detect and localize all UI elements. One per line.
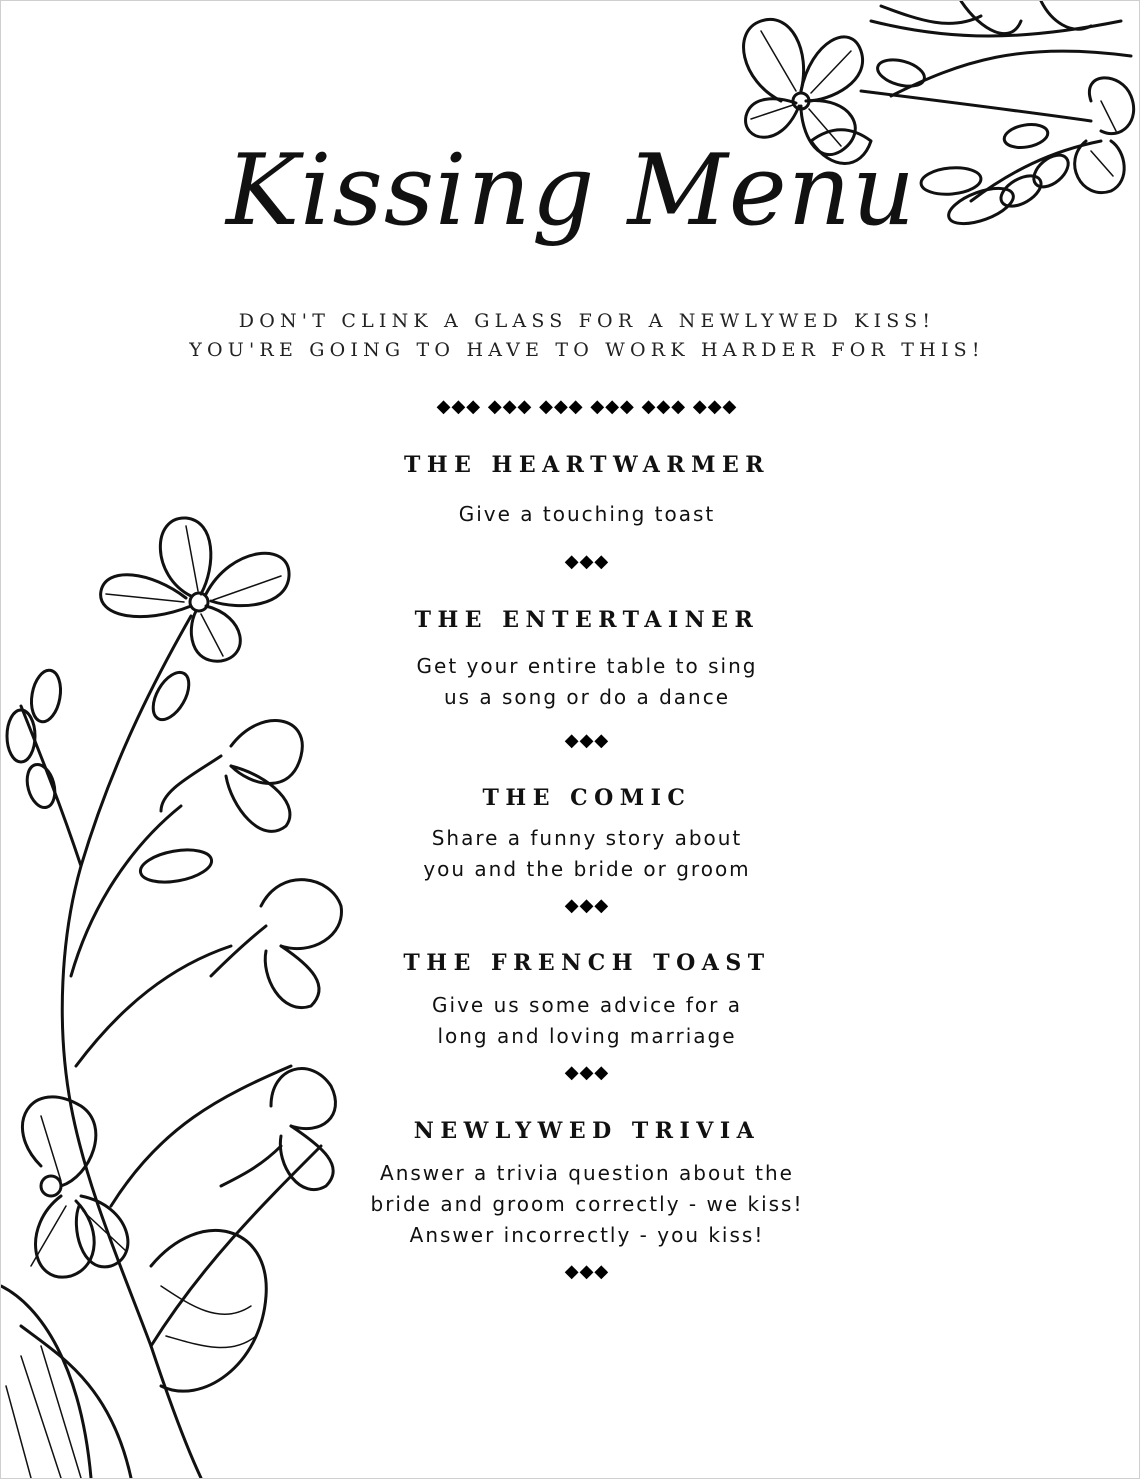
diamond-divider-short: ◆◆◆ [564, 895, 610, 916]
subtitle-line-2: YOU'RE GOING TO HAVE TO WORK HARDER FOR THIS! [189, 339, 985, 361]
item-heading-newlywed-trivia: NEWLYWED TRIVIA [413, 1118, 761, 1144]
item-desc-heartwarmer-line-1: Give a touching toast [458, 502, 716, 526]
item-desc-french-toast-line-1: Give us some advice for a [432, 993, 742, 1017]
item-heading-heartwarmer: THE HEARTWARMER [403, 452, 771, 478]
diamond-divider-short: ◆◆◆ [564, 730, 610, 751]
diamond-divider-short: ◆◆◆ [564, 1261, 610, 1282]
item-heading-comic: THE COMIC [482, 785, 692, 811]
item-desc-entertainer-line-1: Get your entire table to sing [416, 654, 758, 678]
diamond-divider-short: ◆◆◆ [564, 1062, 610, 1083]
subtitle-line-1: DON'T CLINK A GLASS FOR A NEWLYWED KISS! [238, 310, 936, 332]
diamond-divider-long: ◆◆◆ ◆◆◆ ◆◆◆ ◆◆◆ ◆◆◆ ◆◆◆ [436, 396, 738, 417]
item-heading-entertainer: THE ENTERTAINER [414, 607, 760, 633]
item-desc-trivia-line-2: bride and groom correctly - we kiss! [370, 1192, 804, 1216]
item-desc-entertainer-line-2: us a song or do a dance [443, 685, 731, 709]
diamond-divider-short: ◆◆◆ [564, 551, 610, 572]
item-desc-comic-line-2: you and the bride or groom [423, 857, 751, 881]
page-title: Kissing Menu [225, 134, 917, 248]
item-desc-trivia-line-3: Answer incorrectly - you kiss! [409, 1223, 765, 1247]
item-desc-french-toast-line-2: long and loving marriage [437, 1024, 737, 1048]
item-heading-french-toast: THE FRENCH TOAST [403, 950, 771, 976]
item-desc-comic-line-1: Share a funny story about [431, 826, 743, 850]
item-desc-trivia-line-1: Answer a trivia question about the [380, 1161, 794, 1185]
